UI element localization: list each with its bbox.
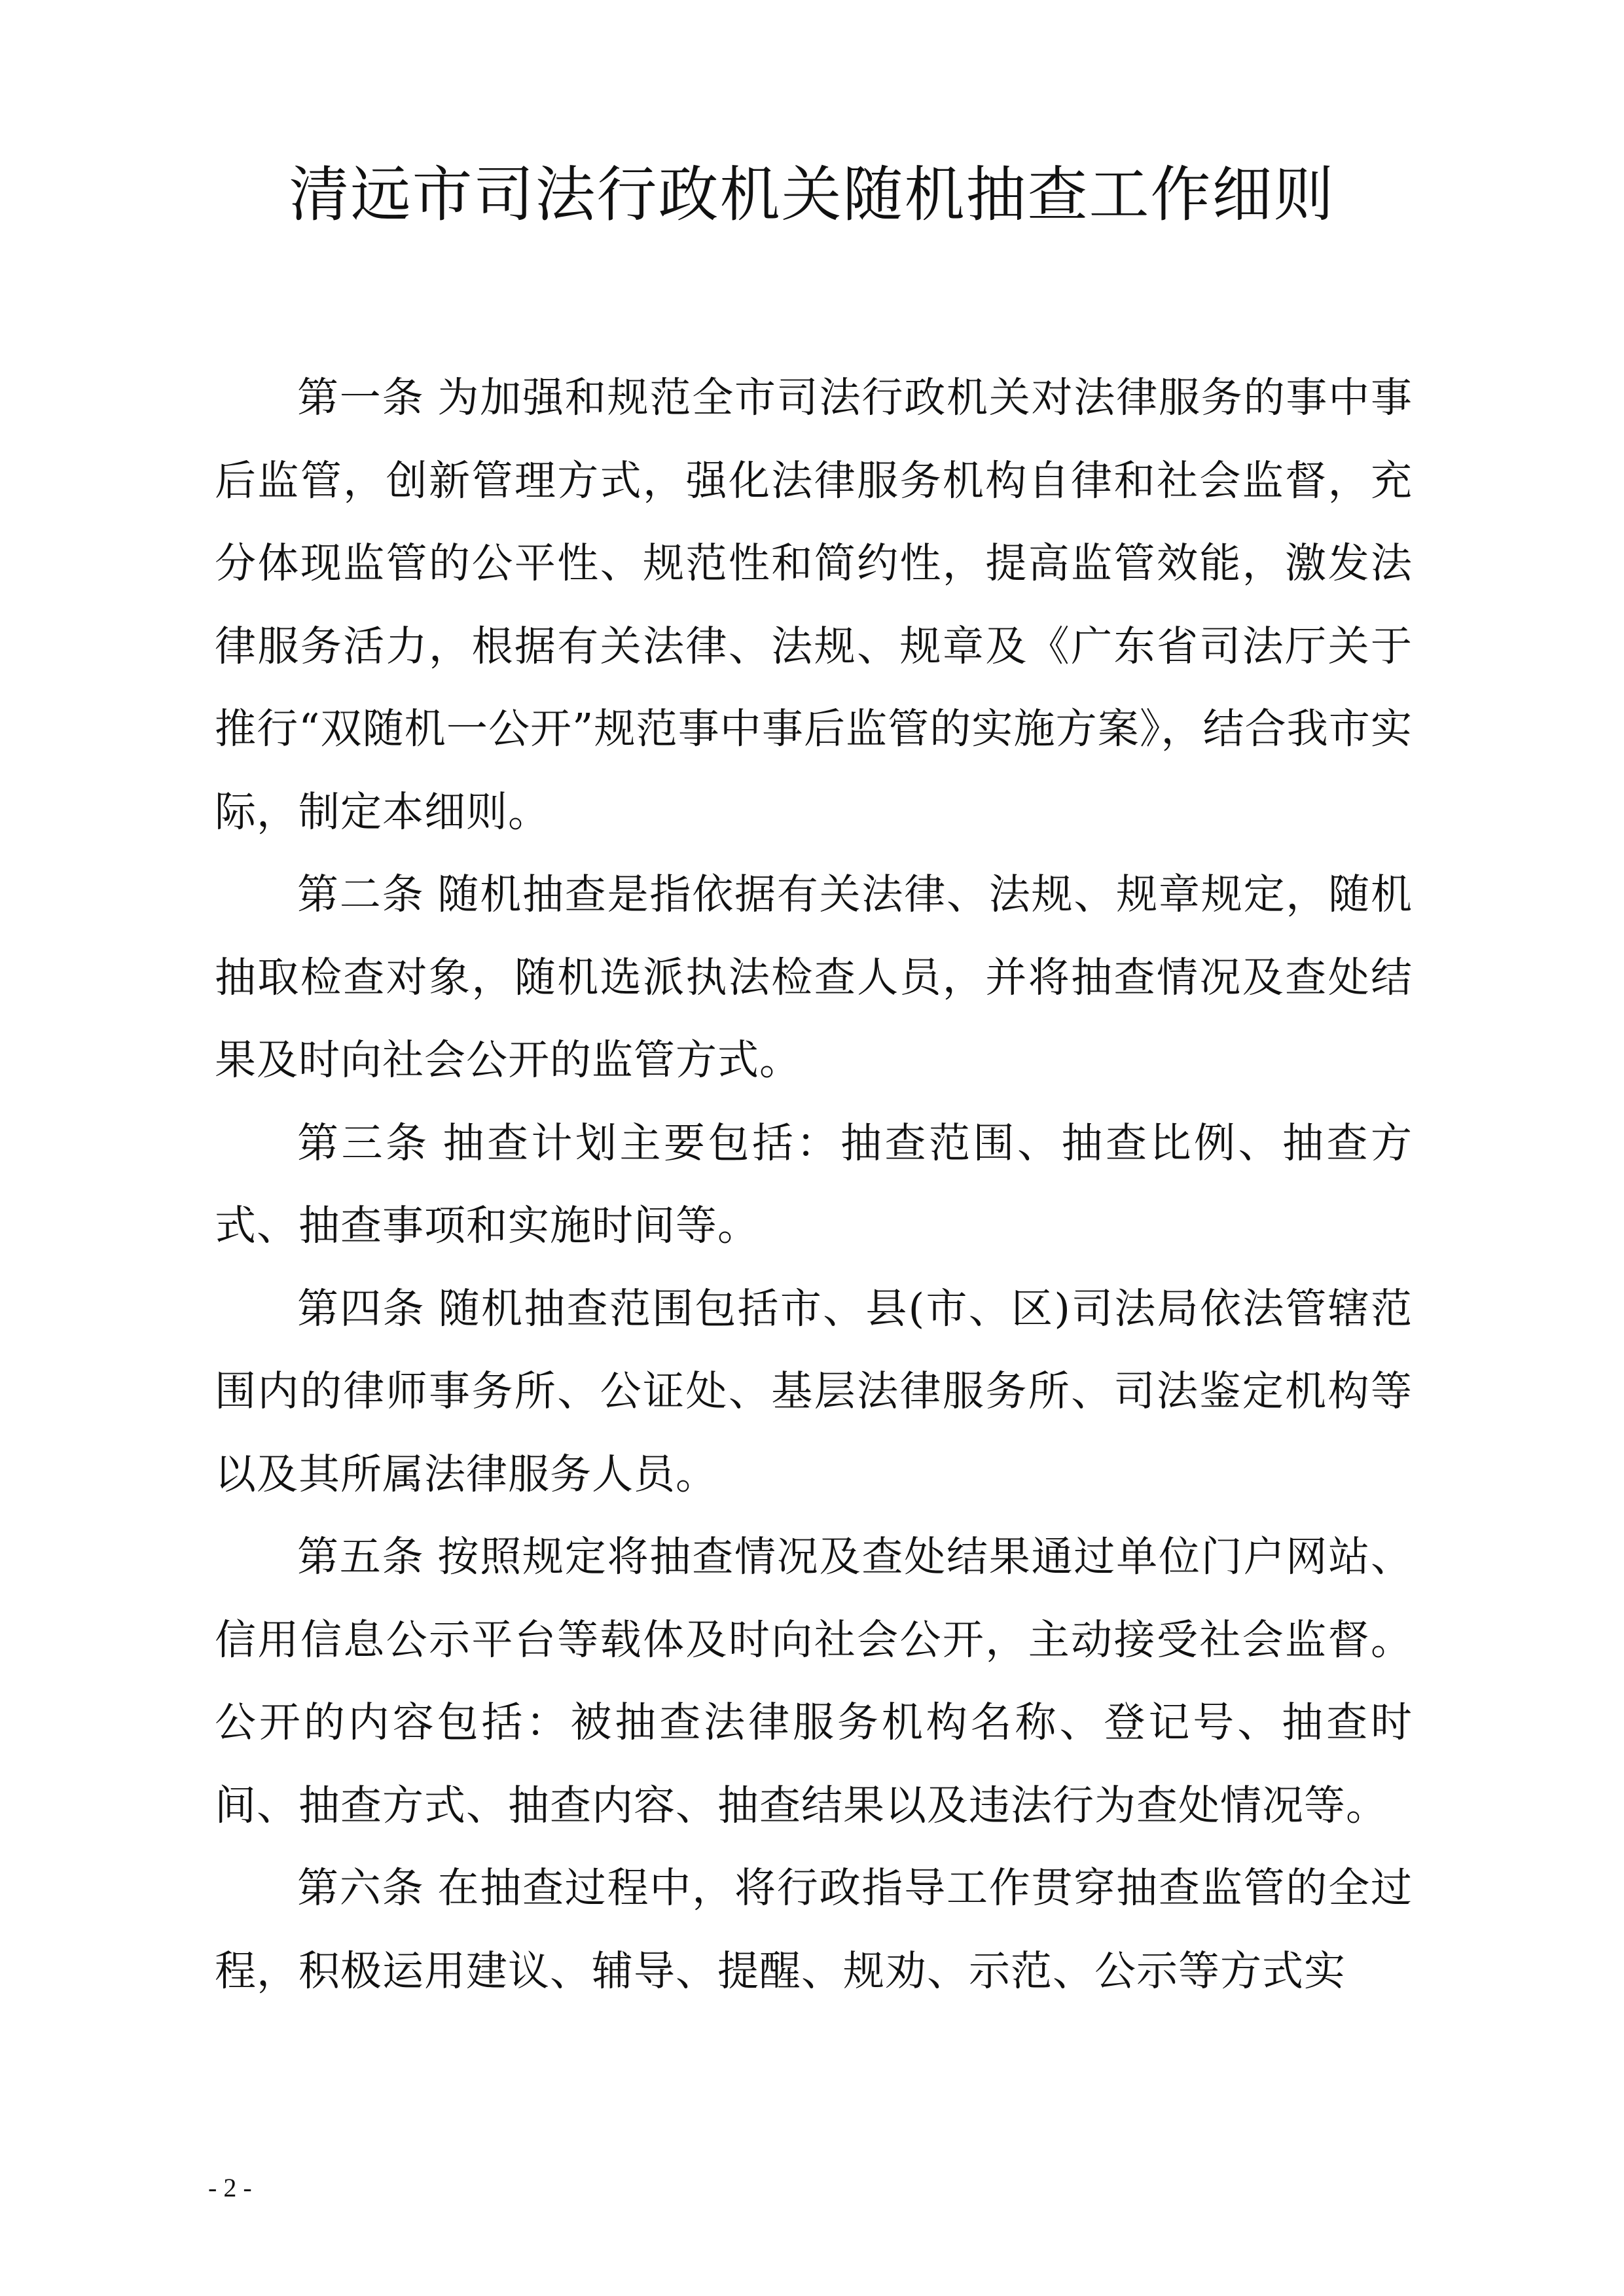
article-4 [215, 1268, 1413, 1516]
article-6 [215, 1847, 1413, 2013]
article-2 [215, 853, 1413, 1102]
article-label: 第四条 [297, 1284, 425, 1333]
article-3 [215, 1102, 1413, 1268]
article-text: 抽查计划主要包括：抽查范围、抽查比例、抽查方式、抽查事项和实施时间等。 [215, 1119, 1413, 1249]
article-label: 第六条 [297, 1864, 425, 1912]
article-label: 第一条 [297, 374, 425, 422]
article-text: 为加强和规范全市司法行政机关对法律服务的事中事后监管，创新管理方式，强化法律服务机构自律和社会监督，充分体现监管的公平性、规范性和简约性，提高监管效能，激发法律服务活力，根据有关法律、法规、规章及《广东省司法厅关于推行“双随机一公开”规范事中事后监管的实施方案》，结合我市实际，制定本细则。 [215, 374, 1413, 836]
article-1 [215, 357, 1413, 853]
article-label: 第三条 [297, 1119, 430, 1167]
article-text: 在抽查过程中，将行政指导工作贯穿抽查监管的全过程，积极运用建议、辅导、提醒、规劝、示范、公示等方式实 [215, 1864, 1413, 1995]
article-text: 按照规定将抽查情况及查处结果通过单位门户网站、信用信息公示平台等载体及时向社会公开，主动接受社会监督。公开的内容包括：被抽查法律服务机构名称、登记号、抽查时间、抽查方式、抽查内容、抽查结果以及违法行为查处情况等。 [215, 1533, 1413, 1829]
article-text: 随机抽查范围包括市、县(市、区)司法局依法管辖范围内的律师事务所、公证处、基层法律服务所、司法鉴定机构等以及其所属法律服务人员。 [215, 1284, 1413, 1498]
article-label: 第五条 [297, 1533, 425, 1581]
article-text: 随机抽查是指依据有关法律、法规、规章规定，随机抽取检查对象，随机选派执法检查人员，并将抽查情况及查处结果及时向社会公开的监管方式。 [215, 870, 1413, 1084]
document-body [215, 357, 1413, 2013]
article-label: 第二条 [297, 870, 425, 918]
document-title: 清远市司法行政机关随机抽查工作细则 [289, 160, 1335, 230]
article-5 [215, 1516, 1413, 1847]
page-number: - 2 - [208, 2173, 252, 2202]
